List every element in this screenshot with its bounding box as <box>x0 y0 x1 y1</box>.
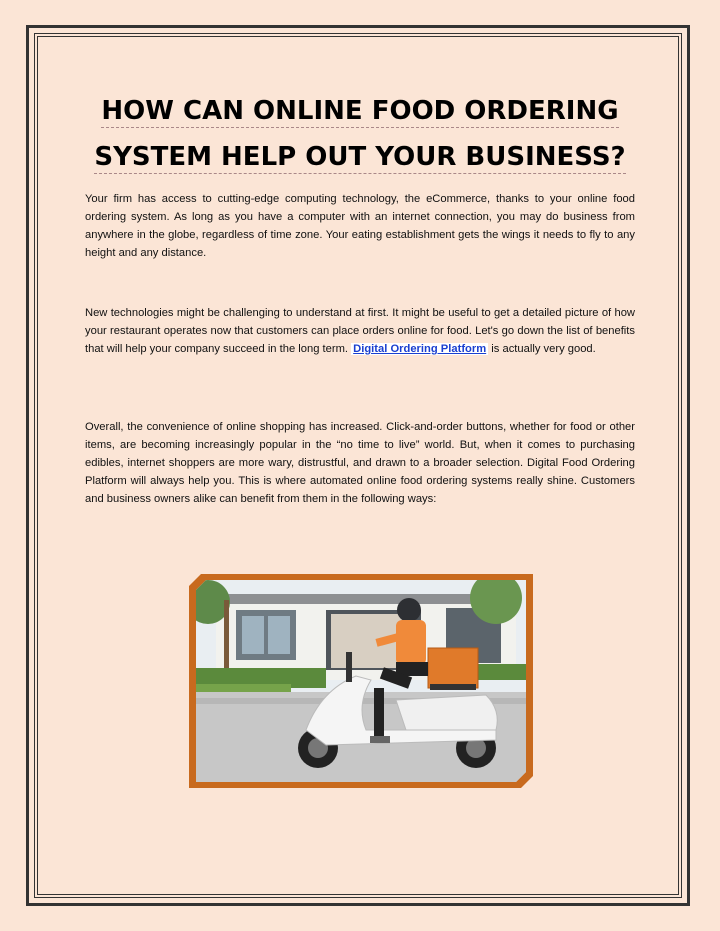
paragraph-benefits-text-end: is actually very good. <box>488 343 596 355</box>
paragraph-convenience: Overall, the convenience of online shopping has increased. Click-and-order buttons, whether for food or other items, are becoming increasingly popular in the “no time to live” world. But, when it comes to purchasing edibles, internet shoppers are more wary, distrustful, and drawn to a broader selection. Digital Food Ordering Platform will always help you. This is where automated online food ordering systems really shine. Customers and business owners alike can benefit from them in the following ways: <box>85 421 635 505</box>
paragraph-benefits <box>85 304 635 358</box>
digital-ordering-platform-link[interactable]: Digital Ordering Platform <box>353 343 487 355</box>
title-line-1: HOW CAN ONLINE FOOD ORDERING <box>101 96 619 126</box>
title-line-2: SYSTEM HELP OUT YOUR BUSINESS? <box>94 142 626 172</box>
paragraph-benefits-text: New technologies might be challenging to understand at first. It might be useful to get a detailed picture of how your restaurant operates now that customers can place orders online for food. Let's go down the list of benefits that will help your company succeed in the long term. <box>85 307 635 355</box>
document-title <box>86 88 634 180</box>
paragraph-intro: Your firm has access to cutting-edge computing technology, the eCommerce, thanks to your online food ordering system. As long as you have a computer with an internet connection, you may do business from anywhere in the globe, regardless of time zone. Your eating establishment gets the wings it needs to fly to any height and any distance. <box>85 193 635 259</box>
delivery-rider-photo <box>196 580 526 782</box>
